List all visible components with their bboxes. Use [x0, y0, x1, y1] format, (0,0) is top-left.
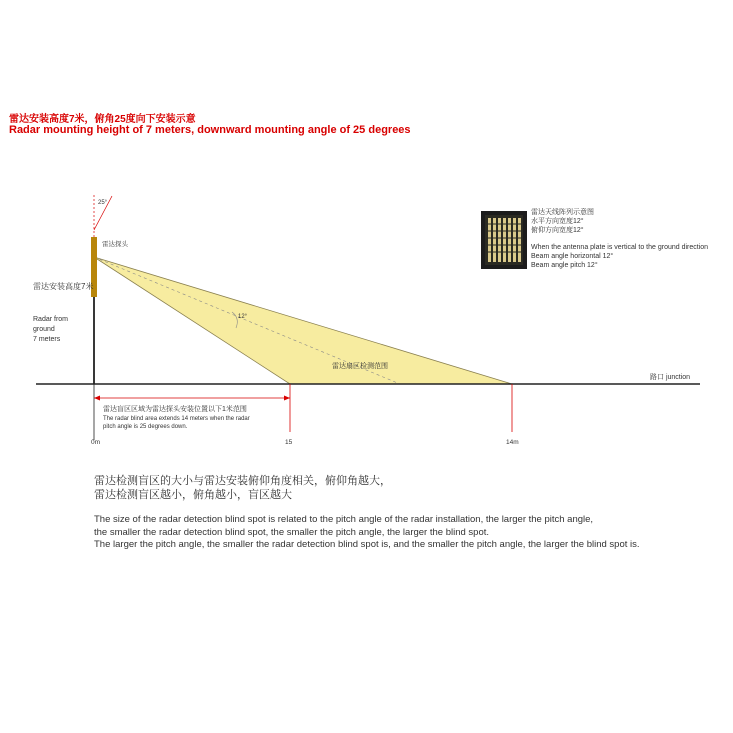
note-cn-line-1: 雷达检测盲区的大小与雷达安装俯仰角度相关，俯仰角越大，: [94, 475, 391, 487]
antenna-info-en-2: Beam angle horizontal 12°: [531, 253, 614, 260]
antenna-info-cn-1: 雷达天线阵列示意图: [531, 209, 594, 216]
beam-angle-label: 12°: [238, 314, 248, 320]
blind-zone-arrow-left: [94, 396, 100, 401]
height-label-en-3: 7 meters: [33, 336, 61, 343]
note-en-line-1: The size of the radar detection blind spot is related to the pitch angle of the radar installation, the larger the pitch angle,: [94, 514, 594, 525]
note-en-line-3: The larger the pitch angle, the smaller the radar detection blind spot is, and the smaller the pitch angle, the larger the blind spot is.: [94, 539, 640, 550]
beam-label: 雷达扇区检测范围: [332, 363, 388, 370]
radar-label: 雷达探头: [102, 241, 128, 248]
title-chinese: 雷达安装高度7米，俯角25度向下安装示意: [9, 114, 196, 125]
blind-label-en-2: pitch angle is 25 degrees down.: [103, 424, 188, 430]
antenna-info-cn-2: 水平方向宽度12°: [531, 218, 584, 225]
note-cn-line-2: 雷达检测盲区越小，俯角越小，盲区越大: [94, 489, 292, 501]
antenna-info-cn-3: 俯仰方向宽度12°: [531, 227, 584, 234]
antenna-array-image: [481, 211, 527, 269]
tick-label-1: 15: [285, 439, 293, 446]
tick-label-2: 14m: [506, 439, 519, 446]
height-label-en-2: ground: [33, 326, 55, 333]
height-label-cn: 雷达安装高度7米: [33, 282, 94, 291]
angle-label: 25°: [98, 200, 108, 206]
antenna-info-en-3: Beam angle pitch 12°: [531, 262, 598, 269]
blind-label-cn: 雷达盲区区域为雷达探头安装位置以下1米范围: [103, 406, 247, 413]
blind-zone-arrow-right: [284, 396, 290, 401]
height-label-en-1: Radar from: [33, 316, 69, 323]
notes-english: [94, 514, 640, 552]
notes-chinese: [94, 474, 391, 502]
tick-label-0: 0m: [91, 439, 101, 446]
intersection-label: 路口 junction: [650, 374, 691, 381]
blind-label-en-1: The radar blind area extends 14 meters when the radar: [103, 416, 250, 422]
antenna-info-box: [531, 208, 726, 270]
radar-beam-area: [94, 257, 512, 384]
note-en-line-2: the smaller the radar detection blind spot, the smaller the pitch angle, the larger the blind spot.: [94, 526, 490, 538]
antenna-info-en-1: When the antenna plate is vertical to the ground direction: [531, 244, 709, 251]
title-english: Radar mounting height of 7 meters, downward mounting angle of 25 degrees: [9, 124, 411, 136]
